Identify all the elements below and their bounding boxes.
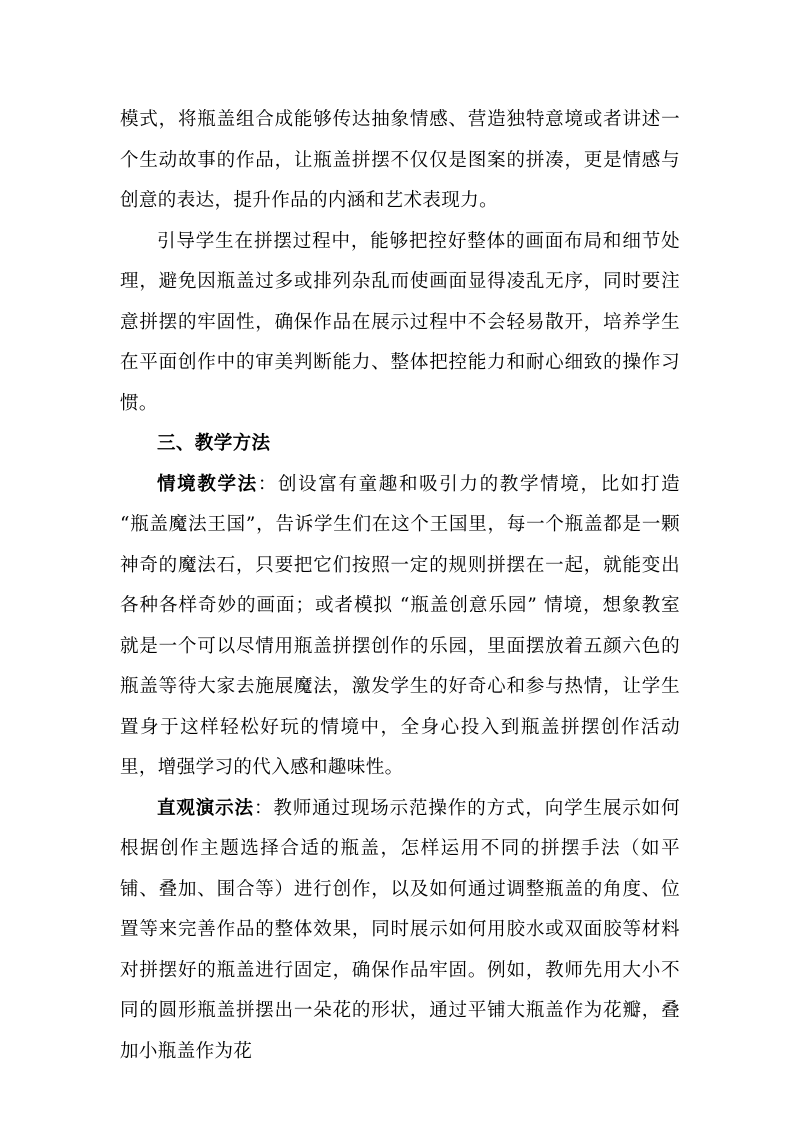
demonstration-method-title: 直观演示法: [157, 797, 254, 819]
demonstration-method-body: ：教师通过现场示范操作的方式，向学生展示如何根据创作主题选择合适的瓶盖，怎样运用不同的拼摆手法（如平铺、叠加、围合等）进行创作，以及如何通过调整瓶盖的角度、位置等来完善作品的整体效果，同时展示如何用胶水或双面胶等材料对拼摆好的瓶盖进行固定，确保作品牢固。例如，教师先用大小不同的圆形瓶盖拼摆出一朵花的形状，通过平铺大瓶盖作为花瓣，叠加小瓶盖作为花: [120, 797, 680, 1062]
paragraph-situational-method: [120, 465, 680, 789]
situational-method-body: ：创设富有童趣和吸引力的教学情境，比如打造 “瓶盖魔法王国”，告诉学生们在这个王国里，每一个瓶盖都是一颗神奇的魔法石，只要把它们按照一定的规则拼摆在一起，就能变出各种各样奇妙的画面；或者模拟 “瓶盖创意乐园” 情境，想象教室就是一个可以尽情用瓶盖拼摆创作的乐园，里面摆放着五颜六色的瓶盖等待大家去施展魔法，激发学生的好奇心和参与热情，让学生置身于这样轻松好玩的情境中，全身心投入到瓶盖拼摆创作活动里，增强学习的代入感和趣味性。: [120, 473, 680, 778]
situational-method-title: 情境教学法: [157, 473, 258, 495]
section-heading: 三、教学方法: [157, 433, 271, 454]
document-page: [120, 100, 680, 1072]
paragraph-continuation: 模式，将瓶盖组合成能够传达抽象情感、营造独特意境或者讲述一个生动故事的作品，让瓶盖拼摆不仅仅是图案的拼凑，更是情感与创意的表达，提升作品的内涵和艺术表现力。: [120, 109, 680, 211]
paragraph-demonstration-method: [120, 789, 680, 1073]
paragraph-guidance: 引导学生在拼摆过程中，能够把控好整体的画面布局和细节处理，避免因瓶盖过多或排列杂乱而使画面显得凌乱无序，同时要注意拼摆的牢固性，确保作品在展示过程中不会轻易散开，培养学生在平面创作中的审美判断能力、整体把控能力和耐心细致的操作习惯。: [120, 230, 680, 414]
